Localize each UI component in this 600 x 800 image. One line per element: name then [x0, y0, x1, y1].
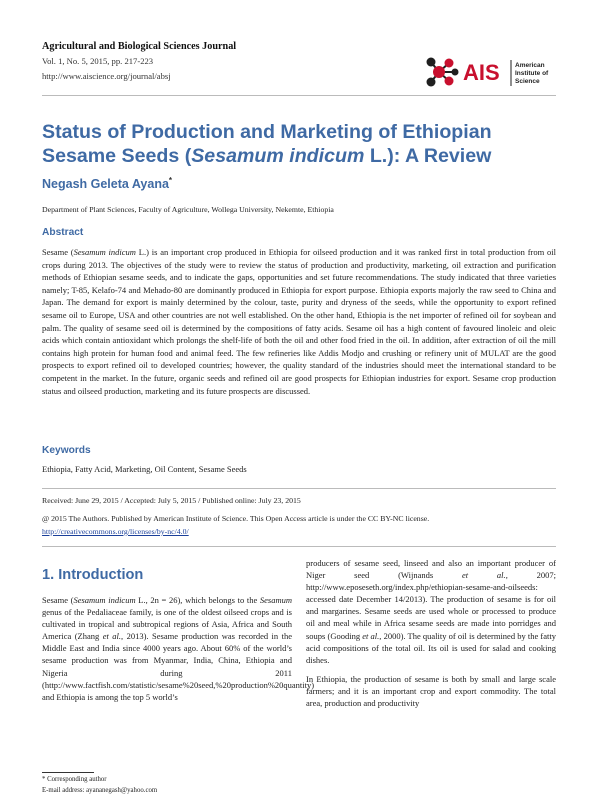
abstract-heading: Abstract — [42, 227, 84, 238]
logo-line-1: American — [515, 62, 545, 69]
logo-line-2: Institute of — [515, 70, 549, 77]
abstract-text: Sesame (Sesamum indicum L.) is an important crop produced in Ethiopia for oilseed production and it was ranked first in total production from oil crops during 2013. The objectives of the study were to review the status of production and productivity, marketing, oil extraction and purification methods of Ethiopian sesame seeds, and to indicate the gaps, opportunities and set future recommendations. The study indicated that three varieties namely; T-85, Kelafo-74 and Mehado-80 are dominantly produced in Ethiopia for export purpose. Ethiopia exports majorly the raw seed to China and Japan. The demand for export is mainly determined by the colour, taste, purity and dryness of the seeds, while the opportunity to export refined sesame oil to Europe, USA and other countries are not well established. On the other hand, Ethiopia is the net importer of refined oil for soybean and palm. The quality of sesame seed oil is determined by the compositions of fatty acids. Sesame oil has a high content of favoured linoleic and oleic acids which contain antioxidant which prolongs the shelf-life of both the oil and other food fried in the oil. In addition, after extraction of oil the mill contains high protein for human food and animal feed. The few refineries like Addis Modjo and crushing or refinery unit of MULAT are the good prospects to export refined oil to developed countries; however, the quality standard of the industries should meet the international standard to be competent in the market. In the future, organic seeds and refined oil are good prospects for Ethiopian industries for export. Sesame crop production status and oilseed production, marketing and its future prospects are discussed. — [42, 247, 557, 396]
title-part-1: Status of Production and Marketing of Ethiopian Sesame Seeds ( — [42, 121, 492, 167]
license-text: @ 2015 The Authors. Published by American Institute of Science. This Open Access article is under the CC BY-NC license. — [42, 514, 430, 523]
author — [42, 176, 172, 191]
license-link[interactable]: http://creativecommons.org/licenses/by-nc/4.0/ — [42, 527, 189, 536]
keywords-heading: Keywords — [42, 445, 91, 456]
molecule-icon — [427, 58, 459, 87]
journal-url[interactable]: http://www.aiscience.org/journal/absj — [42, 71, 171, 81]
author-name: Negash Geleta Ayana — [42, 177, 169, 192]
ais-logo — [425, 52, 565, 92]
publication-dates: Received: June 29, 2015 / Accepted: July 5, 2015 / Published online: July 23, 2015 — [42, 496, 301, 505]
intro-column-1: Sesame (Sesamum indicum L., 2n = 26), which belongs to the Sesamum genus of the Pedaliaceae family, is one of the oldest oilseed crops and is cultivated in tropical and subtropical regions of Asia, Africa and South America (Zhang et al., 2013). Sesame production was recorded in the Middle East and India since 4000 years ago. About 60% of the world’s sesame production was from Myanmar, India, China, Ethiopia and Nigeria during 2011 (http://www.factfish.com/statistic/sesame%20seed,%20production%20quantity) and Ethiopia is among the top 5 world’s — [42, 595, 315, 702]
title-species: Sesamum indicum — [191, 145, 365, 167]
journal-name: Agricultural and Biological Sciences Journal — [42, 41, 237, 52]
header-divider — [42, 95, 556, 96]
paper-title — [42, 120, 562, 168]
logo-acronym: AIS — [463, 60, 500, 85]
introduction-heading: 1. Introduction — [42, 567, 144, 583]
intro-paragraph: producers of sesame seed, linseed and also an important producer of Niger seed (Wijnands et al., 2007; http://www.eposeseth.org/index.php/ethiopian-sesame-and-oilseeds: accessed date December 14/2013). The production of sesame is for oil and margarines. Sesame seeds are used whole or processed to produce oil and meal while in Africa sesame seeds are made into porridges and soups (Gooding et al., 2000). The quality of oil is determined by the fatty acid compositions of the total oil. Its oil is used for salad and cooking dishes. — [306, 558, 557, 665]
corresponding-author-note: * Corresponding author — [42, 776, 107, 783]
license-divider — [42, 546, 556, 547]
logo-line-3: Science — [515, 78, 540, 85]
title-part-2: L.): A Review — [364, 145, 492, 167]
volume-info: Vol. 1, No. 5, 2015, pp. 217-223 — [42, 56, 154, 66]
intro-column-2 — [306, 557, 556, 709]
footnote-divider — [42, 772, 94, 773]
affiliation: Department of Plant Sciences, Faculty of Agriculture, Wollega University, Nekemte, Ethiopia — [42, 205, 334, 214]
intro-paragraph: In Ethiopia, the production of sesame is both by small and large scale farmers; and it is an important crop and export commodity. The total area, production and productivity — [306, 673, 556, 709]
keywords-text: Ethiopia, Fatty Acid, Marketing, Oil Content, Sesame Seeds — [42, 464, 247, 474]
author-mark: * — [168, 176, 173, 185]
email-address: E-mail address: ayananegash@yahoo.com — [42, 787, 158, 794]
dates-divider — [42, 488, 556, 489]
